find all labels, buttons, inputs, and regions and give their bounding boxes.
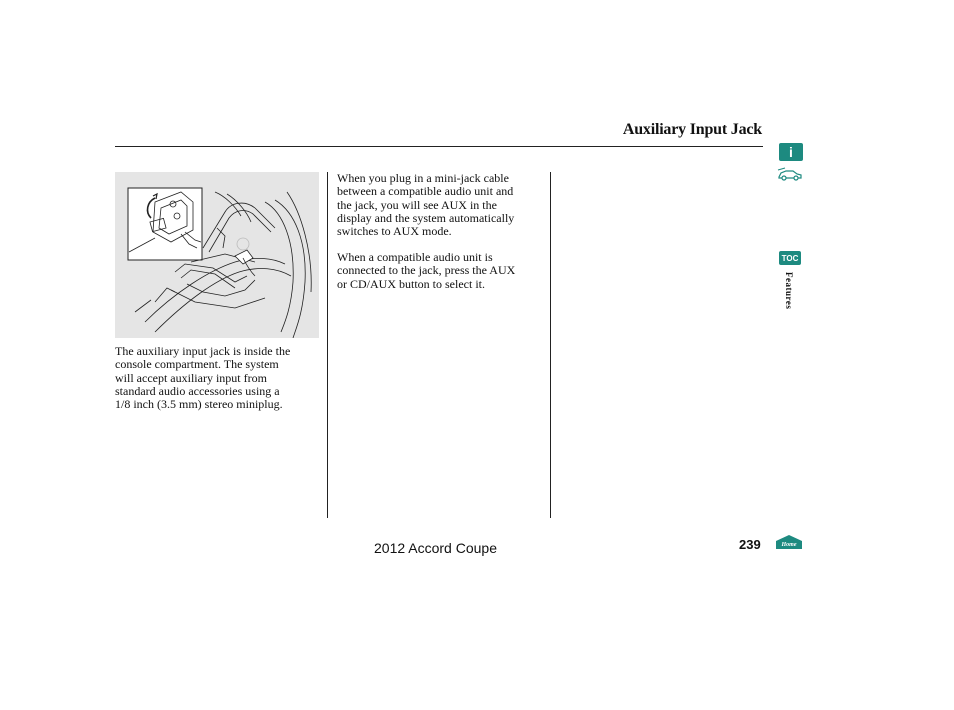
home-icon bbox=[775, 534, 803, 550]
left-paragraph bbox=[115, 345, 290, 411]
text-line: When you plug in a mini-jack cable bbox=[337, 171, 509, 185]
page-title: Auxiliary Input Jack bbox=[622, 121, 762, 138]
console-drawing bbox=[115, 172, 319, 338]
toc-tab[interactable] bbox=[779, 251, 801, 265]
page-number: 239 bbox=[739, 537, 761, 552]
console-illustration bbox=[115, 172, 319, 338]
home-label: Home bbox=[781, 542, 797, 548]
home-tab[interactable] bbox=[775, 534, 803, 550]
car-icon bbox=[777, 167, 803, 181]
text-line: the jack, you will see AUX in the bbox=[337, 197, 497, 212]
info-icon: i bbox=[789, 144, 793, 160]
text-line: 1/8 inch (3.5 mm) stereo miniplug. bbox=[115, 397, 283, 412]
info-tab[interactable] bbox=[779, 143, 803, 161]
car-tab[interactable] bbox=[777, 167, 803, 181]
text-line: When a compatible audio unit is bbox=[337, 250, 493, 264]
text-line: display and the system automatically bbox=[337, 210, 515, 225]
footer-model: 2012 Accord Coupe bbox=[374, 540, 497, 556]
toc-label: TOC bbox=[781, 253, 799, 263]
middle-paragraph-1 bbox=[337, 172, 514, 238]
text-line: The auxiliary input jack is inside the bbox=[115, 344, 291, 358]
text-line: standard audio accessories using a bbox=[115, 383, 280, 398]
column-separator-left bbox=[327, 172, 328, 518]
text-line: connected to the jack, press the AUX bbox=[337, 263, 516, 278]
middle-paragraph-2 bbox=[337, 251, 515, 291]
text-line: console compartment. The system bbox=[115, 357, 279, 372]
text-line: between a compatible audio unit and bbox=[337, 184, 514, 199]
text-line: or CD/AUX button to select it. bbox=[337, 276, 485, 291]
title-rule bbox=[115, 146, 763, 147]
column-separator-right bbox=[550, 172, 551, 518]
text-line: switches to AUX mode. bbox=[337, 224, 452, 239]
text-line: will accept auxiliary input from bbox=[115, 370, 267, 385]
section-label-features[interactable]: Features bbox=[784, 272, 794, 310]
